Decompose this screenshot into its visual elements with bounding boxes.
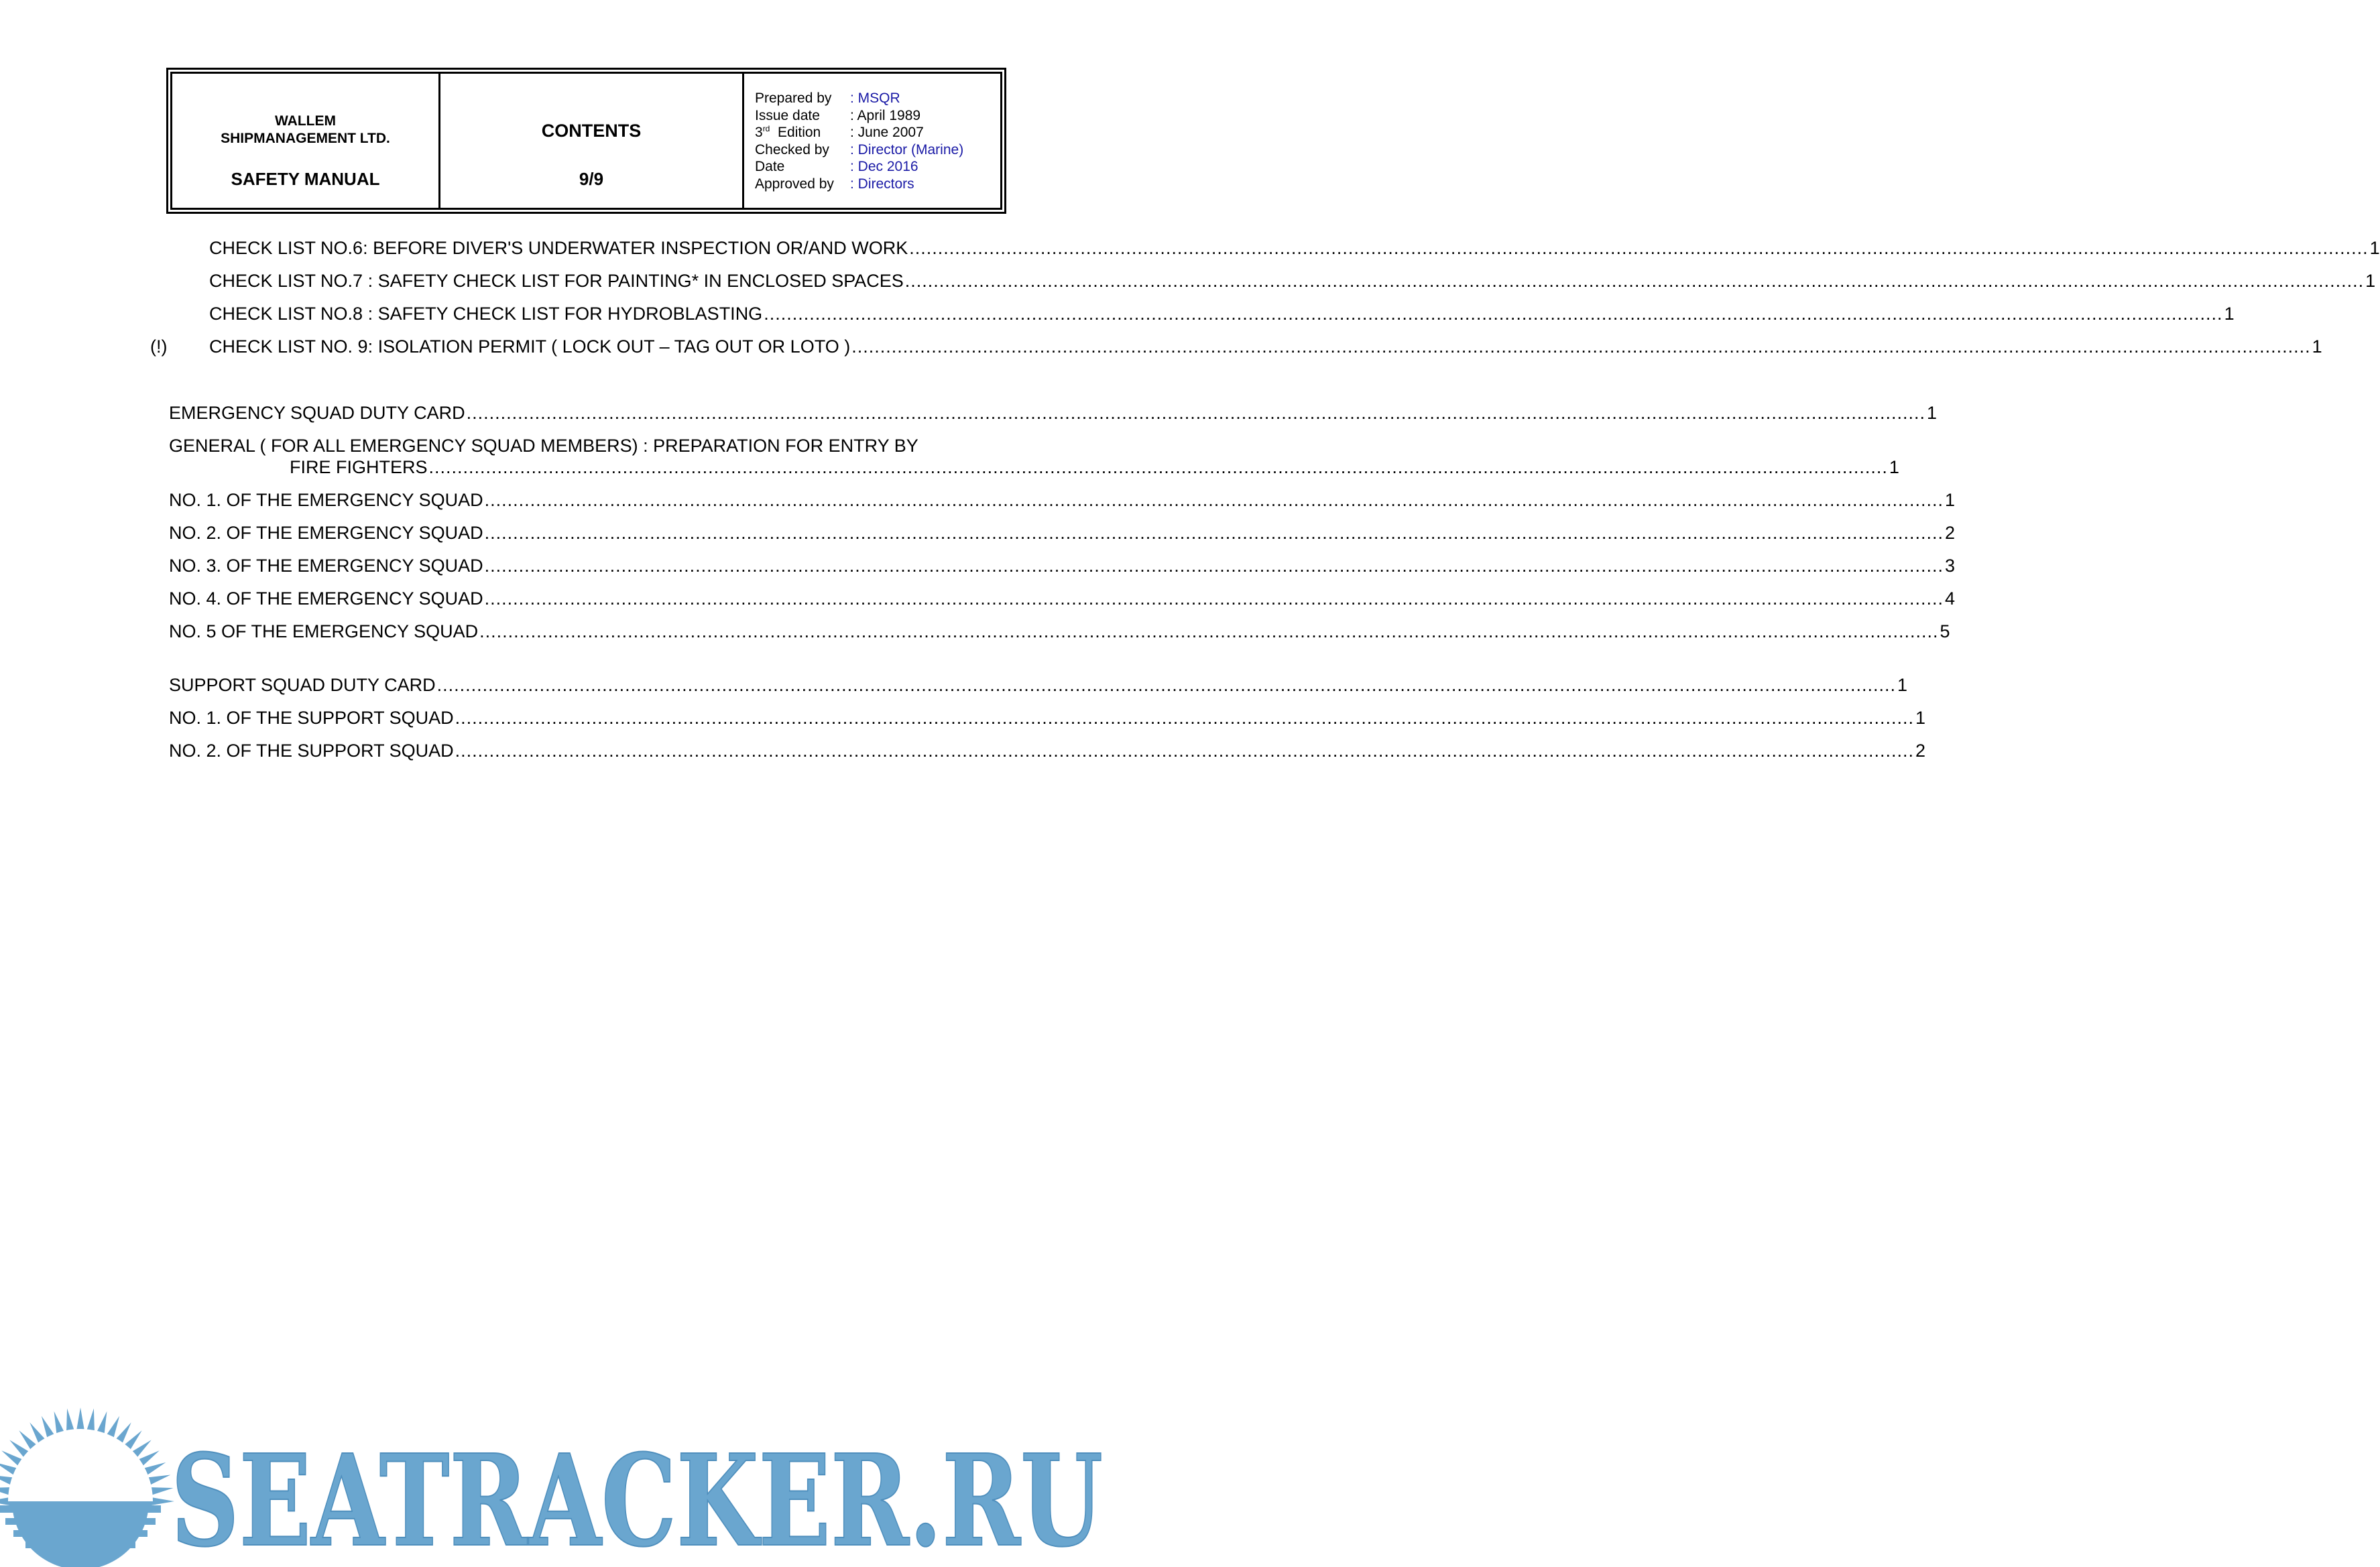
toc-entry[interactable]: CHECK LIST NO.7 : SAFETY CHECK LIST FOR PAINTING* IN ENCLOSED SPACES ..... 1	[209, 270, 1000, 292]
header-company-cell	[172, 74, 440, 208]
toc-entry[interactable]: NO. 5 OF THE EMERGENCY SQUAD ..... 5	[169, 621, 1000, 642]
toc-entry[interactable]: CHECK LIST NO. 9: ISOLATION PERMIT ( LOCK OUT – TAG OUT OR LOTO ) ..... 1	[209, 336, 1000, 357]
toc-leader	[485, 588, 1944, 609]
section-title: CONTENTS	[541, 121, 642, 141]
toc-entry[interactable]: NO. 4. OF THE EMERGENCY SQUAD ..... 4	[169, 588, 1000, 609]
toc-entry[interactable]: NO. 1. OF THE EMERGENCY SQUAD ..... 1	[169, 489, 1000, 511]
toc-leader	[455, 740, 1914, 761]
toc-leader	[479, 621, 1938, 642]
meta-edition: 3rd Edition : June 2007	[755, 124, 924, 141]
toc-entry[interactable]: EMERGENCY SQUAD DUTY CARD ..... 1	[169, 402, 1000, 424]
meta-date: Date : Dec 2016	[755, 159, 918, 175]
toc-leader	[764, 303, 2222, 324]
toc-leader	[851, 336, 2310, 357]
toc-entry[interactable]: CHECK LIST NO.6: BEFORE DIVER'S UNDERWATER INSPECTION OR/AND WORK ..... 1	[209, 237, 1000, 259]
header-section-cell	[440, 74, 744, 208]
header-meta-cell	[744, 74, 1000, 208]
toc-entry[interactable]: FIRE FIGHTERS ..... 1	[290, 456, 1000, 478]
company-line-1: WALLEM	[275, 113, 336, 129]
toc-leader	[909, 237, 2368, 259]
toc-entry-heading[interactable]: GENERAL ( FOR ALL EMERGENCY SQUAD MEMBERS) : PREPARATION FOR ENTRY BY	[169, 436, 918, 456]
toc-entry[interactable]: NO. 3. OF THE EMERGENCY SQUAD ..... 3	[169, 555, 1000, 576]
watermark-text: SEATRACKER.RU	[171, 1427, 1103, 1567]
change-marker: (!)	[150, 336, 168, 357]
meta-checked-by: Checked by : Director (Marine)	[755, 141, 964, 158]
toc-entry[interactable]: NO. 2. OF THE SUPPORT SQUAD ..... 2	[169, 740, 1000, 761]
manual-title: SAFETY MANUAL	[231, 169, 380, 189]
sun-logo-icon	[0, 1407, 174, 1567]
toc-entry[interactable]: NO. 2. OF THE EMERGENCY SQUAD ..... 2	[169, 522, 1000, 544]
seatracker-watermark	[0, 1407, 1109, 1567]
toc-entry[interactable]: NO. 1. OF THE SUPPORT SQUAD ..... 1	[169, 707, 1000, 729]
toc-entry[interactable]: CHECK LIST NO.8 : SAFETY CHECK LIST FOR HYDROBLASTING ..... 1	[209, 303, 1000, 324]
meta-issue-date: Issue date : April 1989	[755, 107, 921, 123]
toc-leader	[429, 456, 1888, 478]
page-number: 9/9	[579, 169, 604, 189]
company-name	[172, 113, 438, 147]
toc-leader	[485, 555, 1944, 576]
toc-leader	[485, 489, 1944, 511]
meta-prepared-by: Prepared by : MSQR	[755, 90, 900, 106]
toc-leader	[905, 270, 2364, 292]
toc-leader	[467, 402, 1925, 424]
toc-leader	[485, 522, 1944, 544]
document-metadata	[755, 90, 963, 193]
toc-leader	[455, 707, 1914, 729]
company-line-2: SHIPMANAGEMENT LTD.	[221, 131, 390, 146]
meta-approved-by: Approved by : Directors	[755, 176, 914, 192]
toc-leader	[437, 674, 1896, 696]
toc-entry[interactable]: SUPPORT SQUAD DUTY CARD ..... 1	[169, 674, 1000, 696]
header-table	[170, 72, 1002, 210]
document-header	[166, 68, 1006, 214]
